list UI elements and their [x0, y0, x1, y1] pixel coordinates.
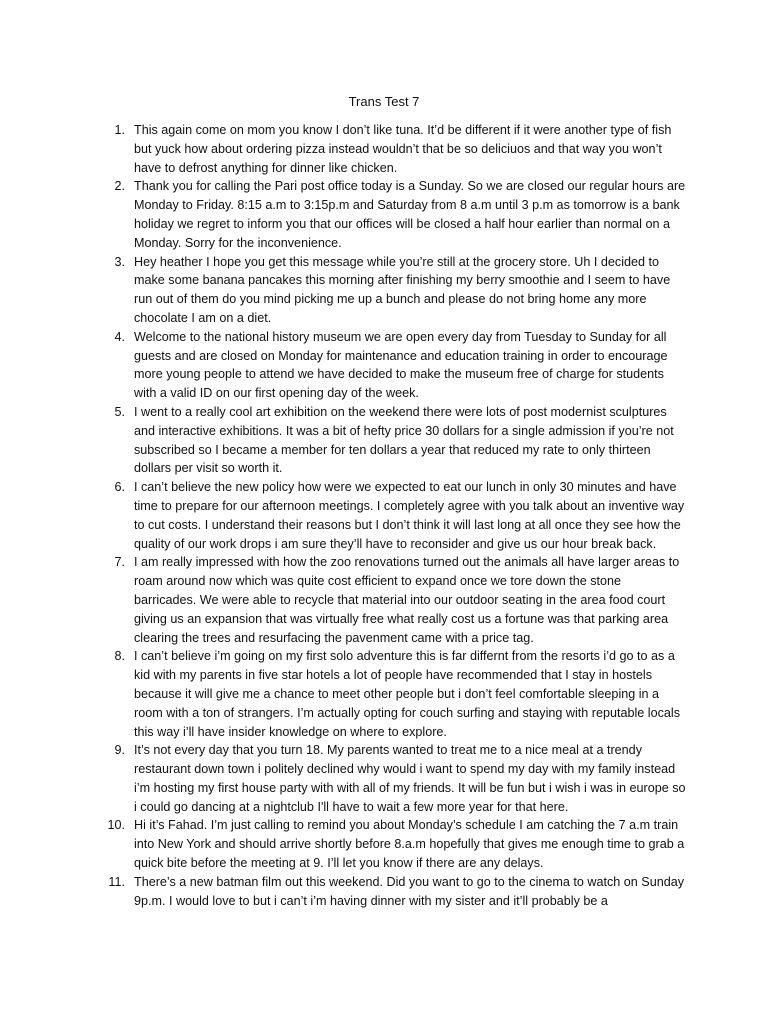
- list-item: [101, 647, 686, 741]
- list-item-number: 11.: [108, 874, 125, 889]
- numbered-list: [101, 121, 686, 910]
- list-item: [101, 403, 686, 478]
- list-item-text: Hey heather I hope you get this message while you’re still at the grocery store. Uh I decided to make some banana pancakes this morning after finishing my berry smoothie and I seem to have run out of them do you mind picking me up a bunch and please do not bring home any more chocolate I am on a diet.: [134, 254, 671, 325]
- list-item-number: 8.: [114, 649, 125, 664]
- list-item: [101, 873, 686, 911]
- list-item-text: There’s a new batman film out this weekend. Did you want to go to the cinema to watch on Sunday 9p.m. I would love to but i can’t i’m having dinner with my sister and it’ll probably be a: [134, 874, 685, 908]
- list-item: [101, 741, 686, 816]
- list-item-number: 7.: [114, 555, 125, 570]
- document-title: Trans Test 7: [348, 94, 420, 109]
- list-item-number: 10.: [107, 818, 125, 833]
- list-item-number: 1.: [114, 123, 125, 137]
- list-item-text: This again come on mom you know I don’t like tuna. It’d be different if it were another type of fish but yuck how about ordering pizza instead wouldn’t that be so deliciuos and that way you won’t have to defrost anything for dinner like chicken.: [134, 123, 672, 175]
- list-item-text: I can’t believe the new policy how were we expected to eat our lunch in only 30 minutes and have time to prepare for our afternoon meetings. I completely agree with you talk about an inventive way to cut costs. I understand their reasons but I don’t think it will last long at all once they see how the quality of our work drops i am sure they’ll have to reconsider and give us our hour break back.: [134, 480, 685, 551]
- list-item-number: 2.: [114, 179, 125, 194]
- list-item-text: I can’t believe i’m going on my first solo adventure this is far differnt from the resorts i’d go to as a kid with my parents in five star hotels a lot of people have recommended that I stay in hostels because it will give me a chance to meet other people but i don’t feel comfortable sleeping in a room with a ton of strangers. I’m actually opting for couch surfing and staying with reputable locals this way i’ll have insider knowledge on where to explore.: [134, 649, 681, 739]
- list-item-text: I am really impressed with how the zoo renovations turned out the animals all have larger areas to roam around now which was quite cost efficient to expand once we tore down the stone barricades. We were able to recycle that material into our outdoor seating in the area food court giving us an expansion that was virtually free what really cost us a fortune was that parking area clearing the trees and resurfacing the pavenment came with a price tag.: [134, 555, 680, 645]
- list-item-text: I went to a really cool art exhibition on the weekend there were lots of post modernist sculptures and interactive exhibitions. It was a bit of hefty price 30 dollars for a single admission if you’re not subscribed so I became a member for ten dollars a year that reduced my rate to only thirteen dollars per visit so worth it.: [134, 404, 674, 476]
- list-item-text: Welcome to the national history museum we are open every day from Tuesday to Sunday for all guests and are closed on Monday for maintenance and education training in order to encourage more young people to attend we have decided to make the museum free of charge for students with a valid ID on our first opening day of the week.: [134, 329, 668, 401]
- list-item: [101, 328, 686, 403]
- list-item: [101, 553, 686, 647]
- list-item-number: 4.: [114, 329, 125, 344]
- list-item: [101, 478, 686, 553]
- list-item: [101, 121, 686, 177]
- list-item-number: 3.: [114, 254, 125, 269]
- list-item-number: 5.: [114, 404, 125, 419]
- list-item-text: Hi it’s Fahad. I’m just calling to remind you about Monday’s schedule I am catching the 7 a.m train into New York and should arrive shortly before 8.a.m hopefully that gives me enough time to grab a quick bite before the meeting at 9. I’ll let you know if there are any delays.: [134, 818, 685, 871]
- list-item-number: 6.: [114, 480, 125, 495]
- list-item-text: It’s not every day that you turn 18. My parents wanted to treat me to a nice meal at a trendy restaurant down town i politely declined why would i want to spend my day with my family instead i’m hosting my first house party with with all of my friends. It will be fun but i wish i was in europe so i could go dancing at a nightclub I'll have to wait a few more year for that here.: [134, 743, 686, 814]
- list-item: [101, 177, 686, 252]
- list-item-text: Thank you for calling the Pari post office today is a Sunday. So we are closed our regular hours are Monday to Friday. 8:15 a.m to 3:15p.m and Saturday from 8 a.m until 3 p.m as tomorrow is a bank holiday we regret to inform you that our offices will be closed a half hour earlier than normal on a Monday. Sorry for the inconvenience.: [134, 179, 686, 250]
- list-item-number: 9.: [114, 743, 125, 758]
- list-item: [101, 253, 686, 328]
- list-item: [101, 816, 686, 872]
